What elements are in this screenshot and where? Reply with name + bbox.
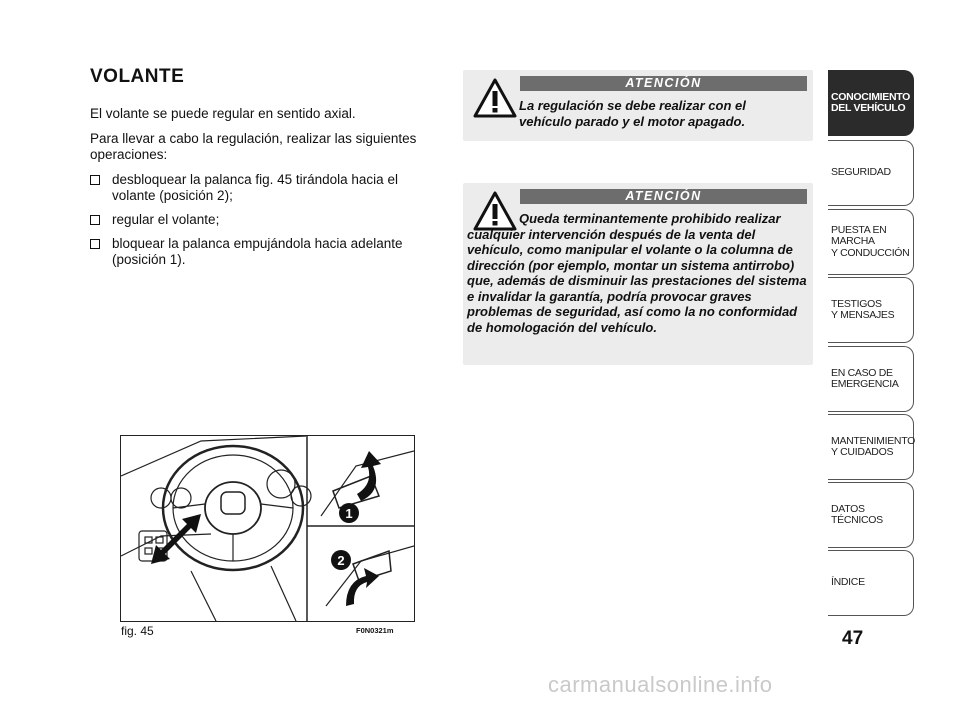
warning-box	[463, 70, 813, 141]
warning-heading: ATENCIÓN	[520, 189, 807, 204]
steps-list	[90, 172, 420, 268]
section-title: VOLANTE	[90, 66, 185, 87]
checkbox-bullet-icon	[90, 175, 100, 185]
tab-conocimiento[interactable]: CONOCIMIENTO DEL VEHÍCULO	[828, 70, 914, 136]
figure-label-2: 2	[337, 553, 345, 568]
tab-puesta-en-marcha[interactable]: PUESTA EN MARCHA Y CONDUCCIÓN	[828, 209, 914, 275]
figure-code: F0N0321m	[356, 626, 394, 635]
warning-triangle-icon	[473, 78, 517, 118]
warning-text: La regulación se debe realizar con el vehículo parado y el motor apagado.	[519, 98, 746, 129]
figure-label-1: 1	[345, 506, 353, 521]
watermark: carmanualsonline.info	[548, 672, 773, 697]
paragraph: Para llevar a cabo la regulación, realizar las siguientes operaciones:	[90, 131, 417, 162]
tab-emergencia[interactable]: EN CASO DE EMERGENCIA	[828, 346, 914, 412]
checkbox-bullet-icon	[90, 215, 100, 225]
page-number: 47	[842, 628, 864, 649]
tab-datos-tecnicos[interactable]: DATOS TÉCNICOS	[828, 482, 914, 548]
list-item: desbloquear la palanca fig. 45 tirándola hacia el volante (posición 2);	[90, 172, 420, 204]
section-body	[90, 106, 420, 276]
figure-caption: fig. 45	[121, 624, 154, 638]
warning-heading: ATENCIÓN	[520, 76, 807, 91]
warning-text: Queda terminantemente prohibido realizar cualquier intervención después de la venta del vehículo, como manipular el volante o la columna de dirección (por ejemplo, montar un sistema antirrobo) que, además de disminuir las prestaciones del sistema e invalidar la garantía, podría provocar graves problemas de seguridad, así como la no conformidad de homologación del vehículo.	[467, 211, 807, 335]
tab-testigos[interactable]: TESTIGOS Y MENSAJES	[828, 277, 914, 343]
warning-box	[463, 183, 813, 365]
figure-steering-adjustment	[120, 435, 415, 622]
list-item: bloquear la palanca empujándola hacia adelante (posición 1).	[90, 236, 420, 268]
checkbox-bullet-icon	[90, 239, 100, 249]
tab-indice[interactable]: ÍNDICE	[828, 550, 914, 616]
paragraph: El volante se puede regular en sentido axial.	[90, 106, 356, 121]
tab-mantenimiento[interactable]: MANTENIMIENTO Y CUIDADOS	[828, 414, 914, 480]
steering-wheel-illustration	[121, 436, 414, 621]
tab-seguridad[interactable]: SEGURIDAD	[828, 140, 914, 206]
list-item: regular el volante;	[90, 212, 420, 228]
